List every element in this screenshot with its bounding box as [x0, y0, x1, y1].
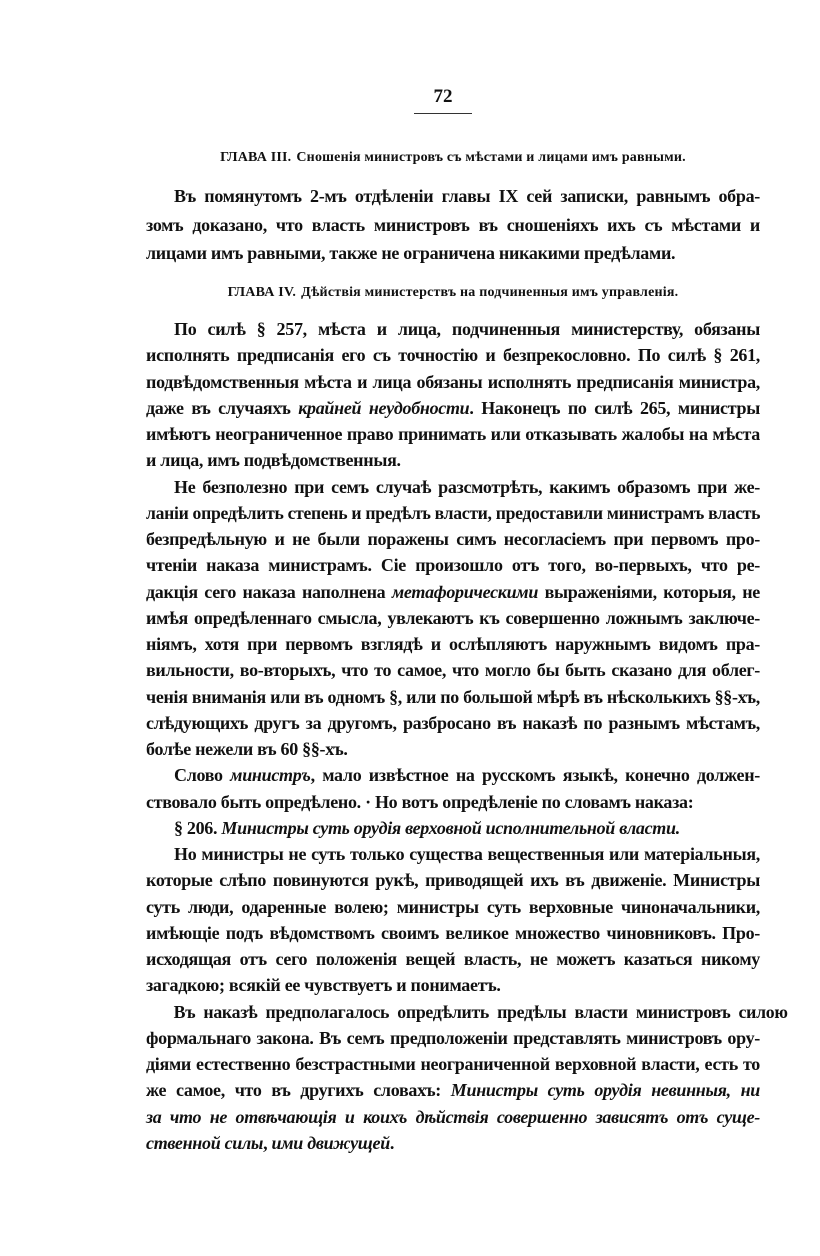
text-segment: ствовало быть опредѣлено. · Но вотъ опредѣленіе по словамъ наказа:	[146, 791, 694, 812]
paragraph	[146, 182, 760, 268]
text-line	[146, 946, 760, 972]
text-line	[146, 631, 760, 657]
text-line	[146, 605, 760, 631]
chapter-4-text	[146, 316, 788, 1156]
text-line	[146, 421, 760, 447]
text-segment: . Наконецъ по силѣ 265, министры	[469, 397, 760, 418]
text-segment: которые слѣпо повинуются рукѣ, приводящей ихъ въ движеніе. Министры	[146, 870, 760, 891]
text-segment: зомъ доказано, что власть министровъ въ сношеніяхъ ихъ съ мѣстами и	[146, 214, 760, 235]
text-segment: формальнаго закона. Въ семъ предположеніи представлять министровъ ору-	[146, 1027, 760, 1048]
text-segment: ,	[263, 1132, 272, 1153]
text-line	[146, 211, 760, 240]
text-line	[146, 999, 788, 1025]
italic-text: крайней неудобности	[298, 397, 470, 418]
text-segment: безпредѣльную и не были поражены симъ несогласіемъ при первомъ про-	[146, 529, 760, 549]
chapter-label: ГЛАВА III.	[220, 150, 292, 165]
text-segment: вильности, во-вторыхъ, что то самое, что могло бы быть сказано для облег-	[146, 660, 760, 681]
text-line	[146, 500, 760, 526]
text-line	[146, 239, 760, 268]
text-line	[146, 1104, 760, 1130]
paragraph	[146, 762, 760, 815]
text-line	[146, 579, 760, 605]
text-line	[146, 841, 760, 867]
text-segment: имѣющіе подъ вѣдомствомъ своимъ великое множество чиновниковъ. Про-	[146, 922, 760, 943]
text-segment: имѣя опредѣленнаго смысла, увлекаютъ къ совершенно ложнымъ заключе-	[146, 607, 760, 628]
text-segment: исполнять предписанія его съ точностію и безпрекословно. По силѣ § 261,	[146, 345, 760, 366]
text-line	[146, 369, 760, 395]
text-line	[146, 1025, 760, 1051]
text-segment: дакція сего наказа наполнена	[146, 581, 392, 602]
italic-text: Министры суть орудія невинныя, ни	[450, 1080, 761, 1101]
text-line	[146, 1077, 760, 1103]
text-line	[146, 972, 760, 998]
text-segment: даже въ случаяхъ	[146, 397, 299, 418]
text-segment: Не безполезно при семъ случаѣ разсмотрѣть, какимъ образомъ при же-	[174, 476, 760, 497]
text-line	[146, 526, 760, 552]
chapter-title: Дѣйствія министерствъ на подчиненныя имъ управленія.	[301, 285, 679, 300]
text-segment: Въ наказѣ предполагалось опредѣлить предѣлы власти министровъ силою	[173, 1001, 788, 1022]
text-line	[146, 657, 760, 683]
text-line	[146, 342, 760, 368]
text-segment: выраженіями, которыя, не	[538, 581, 760, 602]
text-segment: болѣе нежели въ 60 §§-хъ.	[146, 739, 348, 759]
text-segment: Но министры не суть только существа вещественныя или матеріальныя,	[174, 844, 760, 864]
text-line	[146, 552, 760, 578]
italic-text: министръ	[230, 765, 311, 786]
paragraph	[146, 815, 760, 841]
text-line	[146, 815, 760, 841]
text-line	[146, 395, 760, 421]
text-segment: Въ помянутомъ 2-мъ отдѣленіи главы IX сей записки, равнымъ обра-	[174, 186, 760, 206]
chapter-label: ГЛАВА IV.	[227, 285, 297, 300]
text-segment: и лица, имъ подвѣдомственныя.	[146, 450, 401, 471]
text-segment: исходящая отъ сего положенія вещей власть, не можетъ казаться никому	[146, 949, 760, 969]
paragraph	[146, 999, 788, 1157]
text-segment: По силѣ § 257, мѣста и лица, подчиненныя министерству, обязаны	[174, 319, 760, 339]
paragraph	[146, 316, 760, 474]
text-line	[146, 920, 760, 946]
text-line	[146, 789, 760, 815]
text-line	[146, 867, 760, 893]
text-line	[146, 182, 760, 211]
text-segment: ніямъ, хотя при первомъ взглядѣ и ослѣпляютъ наружнымъ видомъ пра-	[146, 634, 760, 654]
text-line	[146, 684, 760, 710]
text-line	[146, 1130, 760, 1156]
text-line	[146, 474, 760, 500]
italic-text: за что не отвѣчающія и коихъ дѣйствія совершенно зависятъ отъ суще-	[146, 1106, 760, 1127]
chapter-3-text	[146, 182, 760, 268]
text-segment: загадкою; всякій ее чувствуетъ и понимаетъ.	[146, 975, 501, 996]
text-segment: .	[389, 1132, 395, 1153]
text-line	[146, 447, 760, 473]
paragraph	[146, 841, 760, 999]
chapter-heading-3	[146, 150, 760, 166]
text-segment: суть люди, одаренные волею; министры суть верховные чиноначальники,	[146, 896, 760, 917]
text-segment: ченія вниманія или въ одномъ §, или по большой мѣрѣ въ нѣсколькихъ §§-хъ,	[146, 686, 760, 707]
text-segment: Слово	[174, 765, 231, 786]
text-line	[146, 1051, 760, 1077]
text-line	[146, 316, 760, 342]
page-number: 72	[433, 86, 453, 107]
text-line	[146, 762, 760, 788]
chapter-title: Сношенія министровъ съ мѣстами и лицами имъ равными.	[296, 150, 686, 165]
text-segment: же самое, что въ другихъ словахъ:	[146, 1080, 451, 1101]
italic-text: метафорическими	[391, 581, 539, 602]
text-segment: имѣютъ неограниченное право принимать или отказывать жалобы на мѣста	[146, 424, 760, 444]
italic-text: ими движущей	[271, 1132, 390, 1153]
text-line	[146, 894, 760, 920]
paragraph	[146, 474, 760, 763]
chapter-heading-4	[146, 285, 760, 301]
page-number-rule	[414, 113, 472, 114]
text-segment: чтеніи наказа министрамъ. Сіе произошло отъ того, во-первыхъ, что ре-	[146, 555, 760, 576]
text-segment: слѣдующихъ другъ за другомъ, разбросано въ наказѣ по разнымъ мѣстамъ,	[146, 712, 760, 733]
text-segment: § 206.	[174, 817, 222, 838]
text-segment: , мало извѣстное на русскомъ языкѣ, конечно должен-	[310, 765, 761, 786]
text-segment: подвѣдомственныя мѣста и лица обязаны исполнять предписанія министра,	[146, 371, 760, 392]
italic-text: Министры суть орудія верховной исполнительной власти.	[221, 817, 680, 838]
text-segment: лицами имъ равными, также не ограничена никакими предѣлами.	[146, 243, 676, 263]
italic-text: ственной силы	[146, 1132, 264, 1153]
text-segment: ланіи опредѣлить степень и предѣлъ власти, предоставили министрамъ власть	[146, 502, 761, 523]
text-line	[146, 736, 760, 762]
text-segment: діями естественно безстрастными неограниченной верховной власти, есть то	[146, 1054, 760, 1074]
text-line	[146, 710, 760, 736]
